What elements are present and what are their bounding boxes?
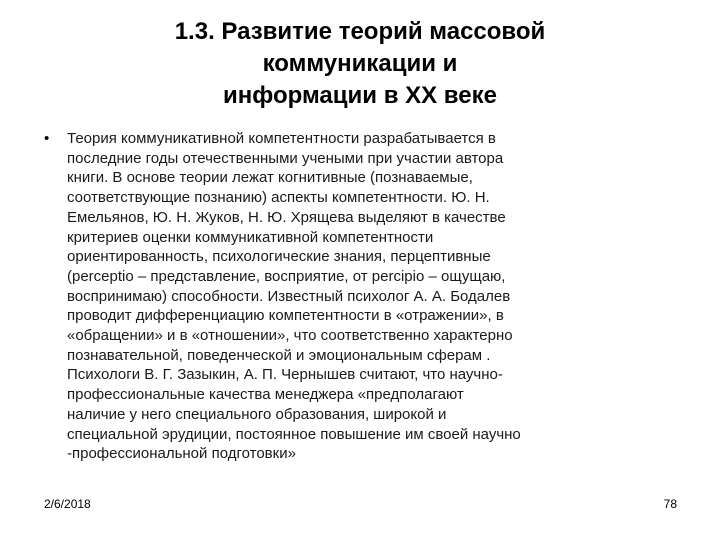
body-line: воспринимаю) способности. Известный психолог А. А. Бодалев bbox=[67, 287, 511, 305]
title-line: 1.3. Развитие теорий массовой bbox=[174, 18, 546, 45]
body-line: соответствующие познанию) аспекты компетентности. Ю. Н. bbox=[67, 189, 490, 207]
body-line: книги. В основе теории лежат когнитивные (познаваемые, bbox=[67, 169, 473, 187]
body-line: профессиональные качества менеджера «предполагают bbox=[67, 386, 464, 404]
body-line: специальной эрудиции, постоянное повышение им своей научно bbox=[67, 425, 521, 443]
body-line: «обращении» и в «отношении», что соответственно характерно bbox=[67, 327, 513, 345]
body-line: (perceptio – представление, восприятие, от percipio – ощущаю, bbox=[67, 267, 506, 285]
bullet-icon: • bbox=[44, 130, 50, 147]
body-line: познавательной, поведенческой и эмоциональным сферам . bbox=[67, 346, 491, 364]
body-line: Теория коммуникативной компетентности разрабатывается в bbox=[67, 130, 496, 147]
body-line: критериев оценки коммуникативной компетентности bbox=[67, 228, 434, 246]
title-line: коммуникации и bbox=[262, 50, 458, 77]
title-line: информации в XX веке bbox=[223, 82, 497, 109]
body-line: ориентированность, психологические знания, перцептивные bbox=[67, 248, 491, 266]
body-paragraph bbox=[67, 129, 707, 464]
page-number: 78 bbox=[663, 497, 677, 511]
body-line: наличие у него специального образования, широкой и bbox=[67, 405, 447, 423]
body-line: последние годы отечественными учеными при участии автора bbox=[67, 149, 504, 167]
footer-date: 2/6/2018 bbox=[44, 497, 91, 511]
body-line: Емельянов, Ю. Н. Жуков, Н. Ю. Хрящева выделяют в качестве bbox=[67, 208, 506, 226]
body-line: Психологи В. Г. Зазыкин, А. П. Чернышев считают, что научно- bbox=[67, 366, 503, 384]
body-line: -профессиональной подготовки» bbox=[67, 445, 296, 463]
slide-title bbox=[110, 16, 610, 112]
body-line: проводит дифференциацию компетентности в «отражении», в bbox=[67, 307, 504, 325]
